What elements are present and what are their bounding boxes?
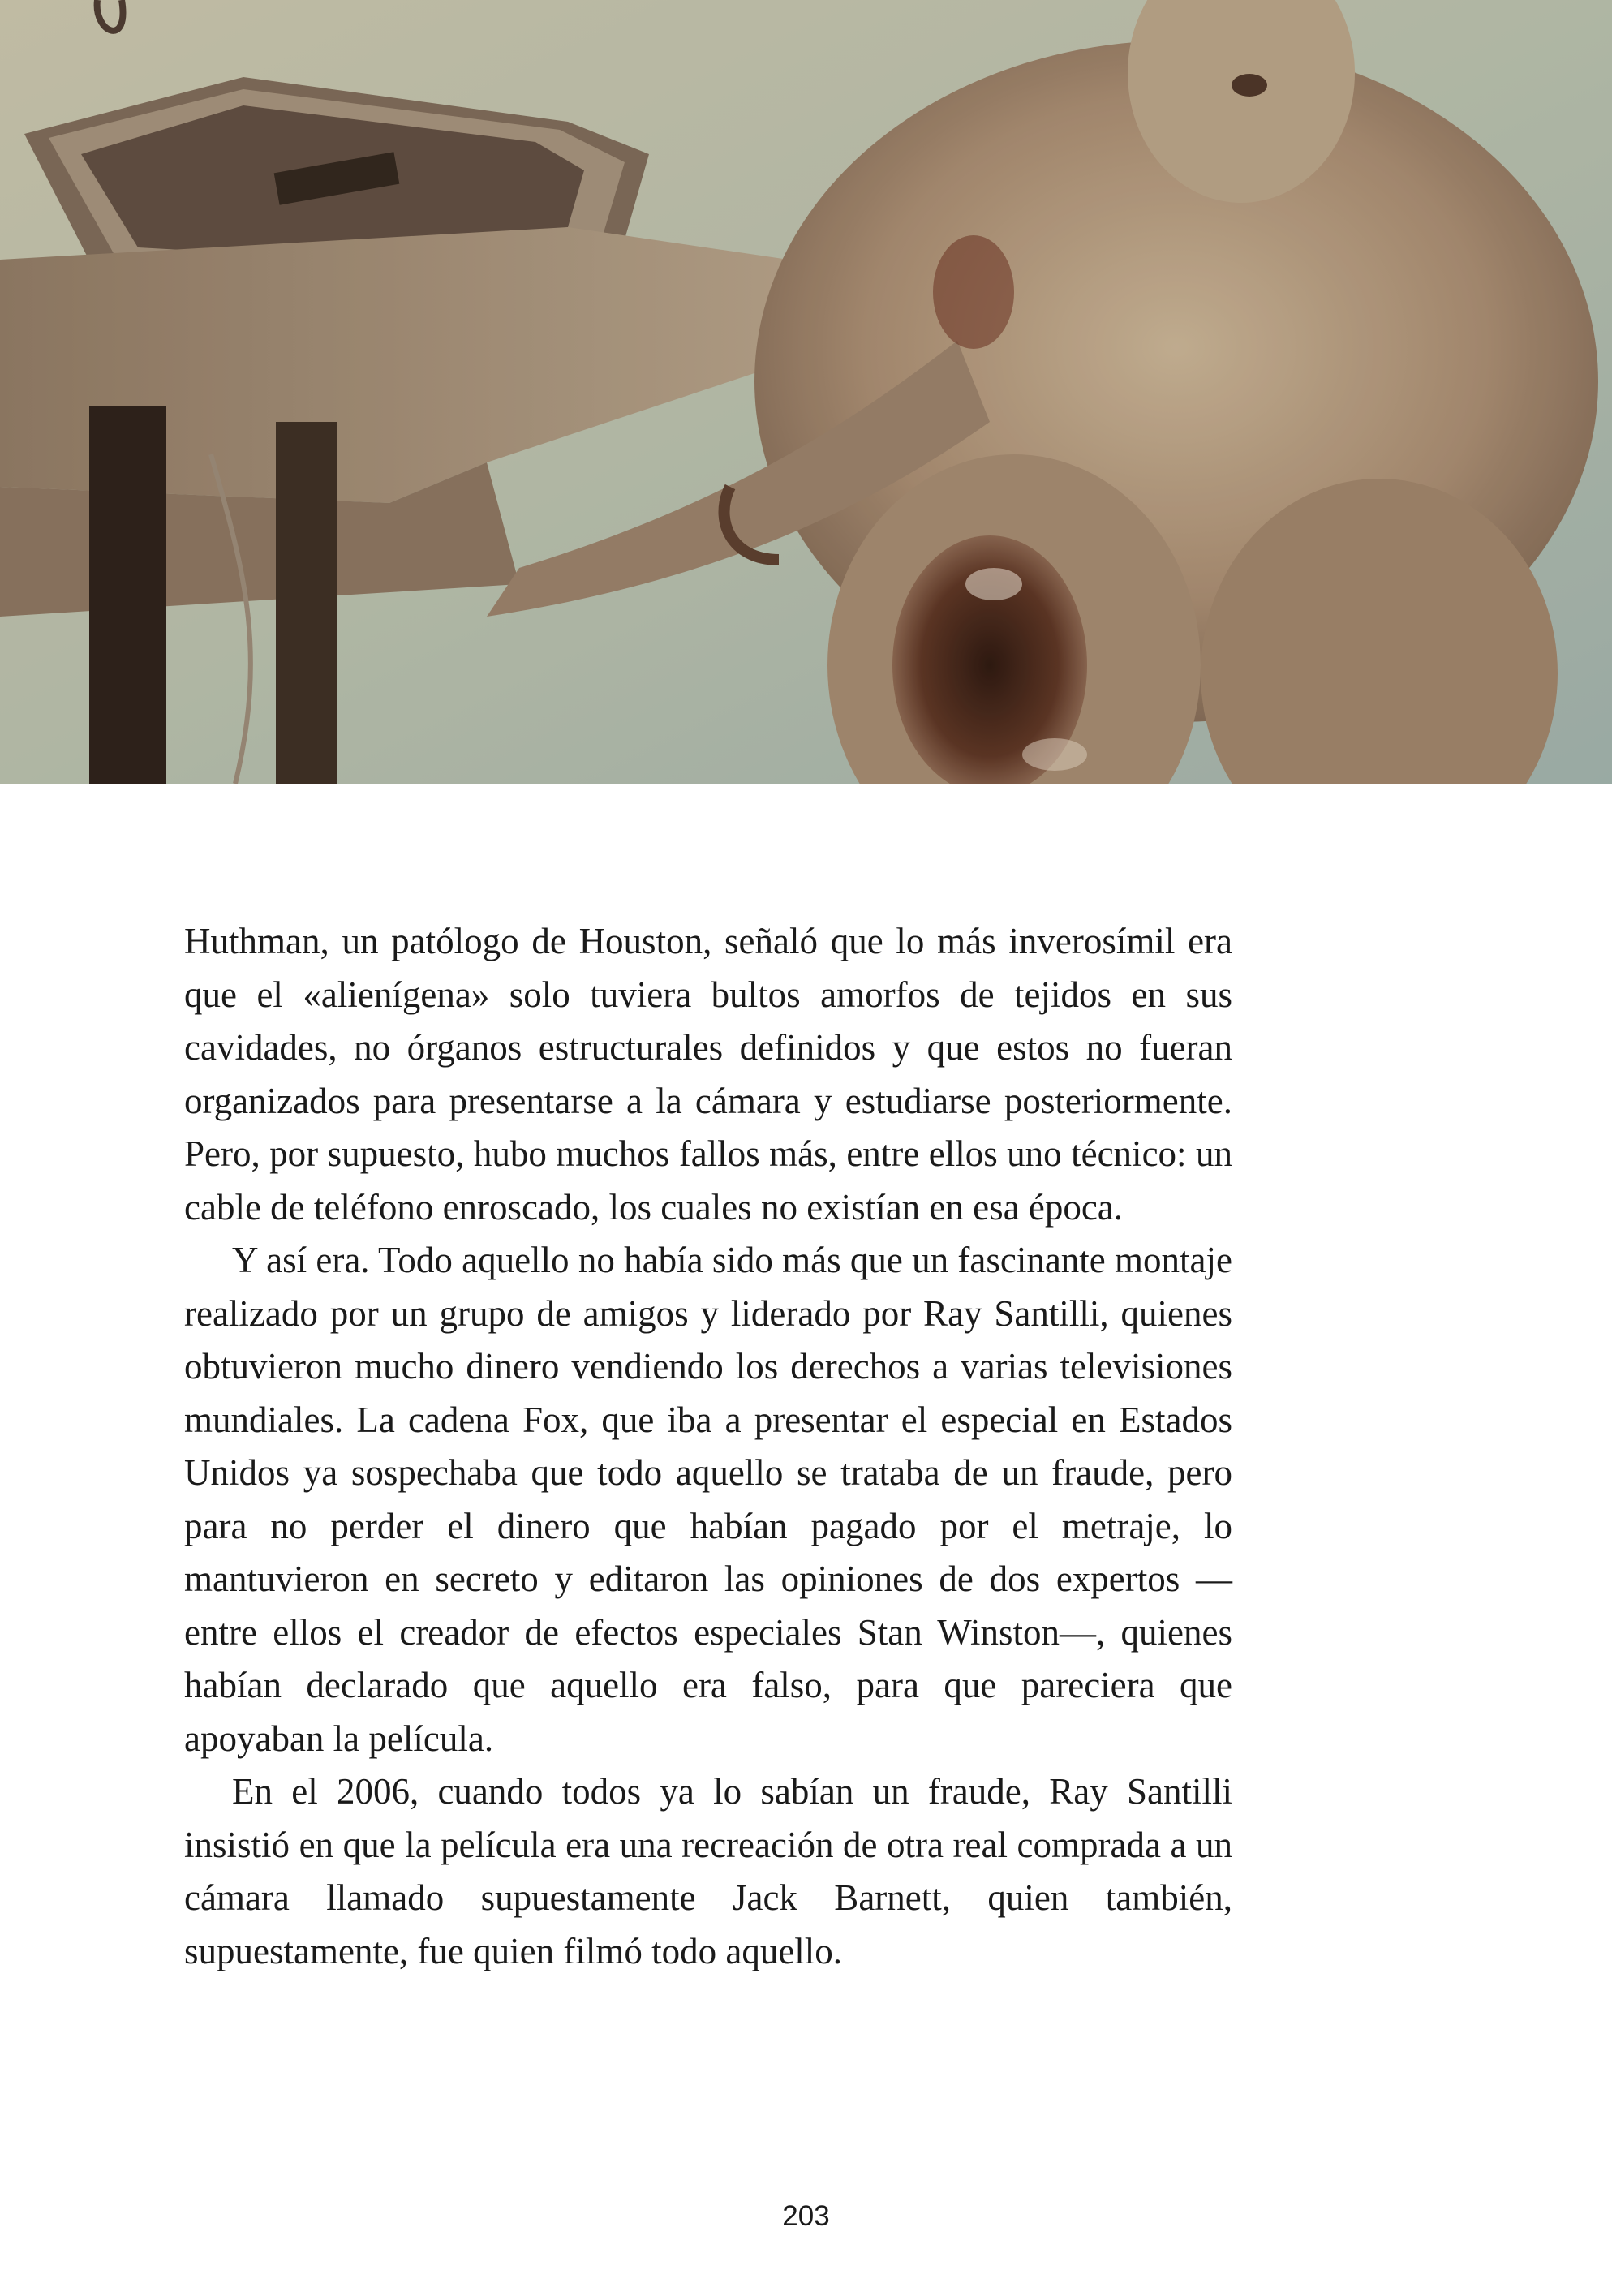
paragraph-3: En el 2006, cuando todos ya lo sabían un fraude, Ray Santilli insistió en que la película era una recreación de otra real comprada a un cámara llamado supuestamente Jack Barnett, quien también, supuestamente, fue quien filmó todo aquello. <box>184 1771 1232 1971</box>
header-photo <box>0 0 1612 784</box>
page-number: 203 <box>782 2200 830 2232</box>
paragraph-2: Y así era. Todo aquello no había sido más que un fascinante montaje realizado por un grupo de amigos y liderado por Ray Santilli, quienes obtuvieron mucho dinero vendiendo los derechos a varias televisiones mundiales. La cadena Fox, que iba a presentar el especial en Estados Unidos ya sospechaba que todo aquello se trataba de un fraude, pero para no perder el dinero que habían pagado por el metraje, lo mantuvieron en secreto y editaron las opiniones de dos expertos —entre ellos el creador de efectos especiales Stan Winston—, quienes habían declarado que aquello era falso, para que pareciera que apoyaban la película. <box>184 1240 1232 1759</box>
paragraph-1: Huthman, un patólogo de Houston, señaló que lo más inverosímil era que el «alienígena» solo tuviera bultos amorfos de tejidos en sus cavidades, no órganos estructurales definidos y que estos no fueran organizados para presentarse a la cámara y estudiarse posteriormente. Pero, por supuesto, hubo muchos fallos más, entre ellos uno técnico: un cable de teléfono enroscado, los cuales no existían en esa época. <box>184 921 1232 1228</box>
body-text <box>184 915 1232 1978</box>
